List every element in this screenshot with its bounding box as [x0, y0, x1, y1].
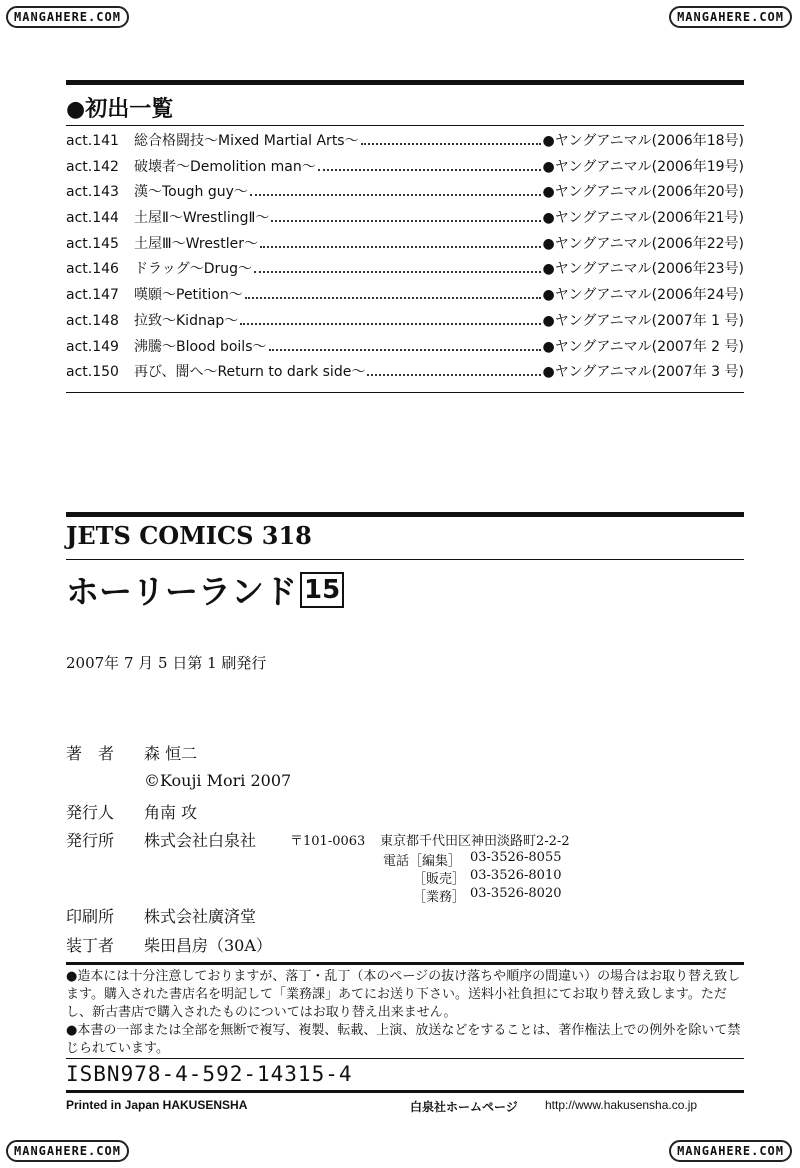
top-rule: [66, 80, 744, 85]
watermark-top-left: MANGAHERE.COM: [6, 6, 129, 28]
notice-block: [66, 968, 746, 1058]
toc-title: 拉致〜Kidnap〜: [134, 312, 239, 329]
toc-pub: ●ヤングアニマル(2006年24号): [542, 287, 744, 304]
series-name: JETS COMICS 318: [66, 521, 312, 550]
toc-act: act.142: [66, 158, 119, 175]
toc-pub: ●ヤングアニマル(2007年 3 号): [542, 364, 744, 381]
toc-pub: ●ヤングアニマル(2007年 2 号): [542, 338, 744, 355]
section-rule: [66, 125, 744, 126]
toc-act: act.148: [66, 312, 119, 329]
toc-row: [66, 130, 744, 156]
toc-title: 土屋Ⅱ〜WrestlingⅡ〜: [134, 210, 270, 227]
toc-title: 再び、闇へ〜Return to dark side〜: [134, 364, 366, 381]
printer-name: 株式会社廣済堂: [144, 907, 257, 926]
section-title: ●初出一覧: [66, 97, 174, 122]
publication-date: 2007年 7 月 5 日第 1 刷発行: [66, 654, 267, 672]
toc-row: [66, 310, 744, 336]
phone-number: 03-3526-8055: [470, 850, 562, 865]
toc-title: 沸騰〜Blood boils〜: [134, 338, 267, 355]
toc-pub: ●ヤングアニマル(2006年23号): [542, 261, 744, 278]
toc-pub: ●ヤングアニマル(2006年22号): [542, 235, 744, 252]
copyright-line: [66, 771, 291, 790]
isbn-top-rule: [66, 1058, 744, 1059]
watermark-bottom-left: MANGAHERE.COM: [6, 1140, 129, 1162]
toc-act: act.141: [66, 133, 119, 149]
book-title-text: ホーリーランド: [66, 572, 297, 611]
toc-row: [66, 233, 744, 259]
toc-leader: [361, 142, 541, 145]
isbn: ISBN978-4-592-14315-4: [66, 1062, 353, 1086]
toc-act: act.144: [66, 210, 119, 227]
toc-title: ドラッグ〜Drug〜: [134, 261, 253, 278]
volume-number: 15: [300, 572, 344, 608]
phone-label: ［販売］: [413, 872, 466, 887]
toc-pub: ●ヤングアニマル(2006年21号): [542, 210, 744, 227]
toc-row: [66, 361, 744, 387]
watermark-bottom-right: MANGAHERE.COM: [669, 1140, 792, 1162]
toc-title: 漢〜Tough guy〜: [134, 184, 248, 201]
toc-title: 嘆願〜Petition〜: [134, 287, 243, 304]
copyright-text: ©Kouji Mori 2007: [144, 771, 292, 790]
toc-act: act.143: [66, 184, 119, 201]
publisher-person-name: 角南 攻: [144, 803, 198, 822]
notice-top-rule: [66, 962, 744, 965]
author-line: [66, 741, 197, 764]
notice-paragraph: ●本書の一部または全部を無断で複写、複製、転載、上演、放送などをすることは、著作権法上での例外を除いて禁じられています。: [66, 1023, 741, 1056]
publisher-name: 株式会社白泉社: [144, 831, 257, 850]
homepage-url[interactable]: http://www.hakusensha.co.jp: [545, 1098, 698, 1112]
phone-number: 03-3526-8010: [470, 868, 562, 883]
binder-label: 装丁者: [66, 936, 115, 955]
author-name: 森 恒二: [144, 744, 198, 763]
toc-bottom-rule: [66, 392, 744, 393]
author-label: 著 者: [66, 744, 115, 763]
toc-pub: ●ヤングアニマル(2006年18号): [542, 133, 744, 149]
toc-pub: ●ヤングアニマル(2006年20号): [542, 184, 744, 201]
toc-leader: [269, 348, 541, 351]
toc-leader: [245, 296, 541, 299]
series-rule: [66, 559, 744, 560]
postal-code: 〒101-0063: [290, 834, 366, 849]
toc-act: act.145: [66, 235, 119, 252]
publisher-person-label: 発行人: [66, 803, 115, 822]
toc-leader: [250, 193, 541, 196]
toc-pub: ●ヤングアニマル(2007年 1 号): [542, 312, 744, 329]
toc-row: [66, 181, 744, 207]
toc-title: 総合格闘技〜Mixed Martial Arts〜: [134, 133, 359, 149]
toc-pub: ●ヤングアニマル(2006年19号): [542, 158, 744, 175]
toc-leader: [240, 322, 540, 325]
address: 東京都千代田区神田淡路町2-2-2: [380, 834, 570, 849]
toc-list: [66, 130, 744, 387]
toc-title: 破壊者〜Demolition man〜: [134, 158, 316, 175]
binder-name: 柴田昌房（30A）: [144, 936, 272, 955]
toc-row: [66, 258, 744, 284]
footer-rule: [66, 1090, 744, 1093]
binder-line: [66, 933, 272, 956]
notice-paragraph: ●造本には十分注意しておりますが、落丁・乱丁（本のページの抜け落ちや順序の間違い）の場合はお取り替え致します。購入された書店名を明記して「業務課」あてにお送り下さい。送料小社負担にてお取り替え致します。ただし、新古書店で購入されたものについてはお取り替え出来ません。: [66, 969, 741, 1020]
publisher-label: 発行所: [66, 831, 115, 850]
toc-act: act.146: [66, 261, 119, 278]
colophon-top-rule: [66, 512, 744, 517]
toc-row: [66, 336, 744, 362]
printed-in: Printed in Japan HAKUSENSHA: [66, 1098, 248, 1112]
printer-label: 印刷所: [66, 907, 115, 926]
toc-act: act.150: [66, 364, 119, 381]
toc-leader: [254, 270, 541, 273]
toc-leader: [367, 373, 540, 376]
toc-act: act.147: [66, 287, 119, 304]
toc-row: [66, 207, 744, 233]
book-title: [66, 566, 344, 613]
publisher-person-line: [66, 800, 197, 823]
toc-title: 土屋Ⅲ〜Wrestler〜: [134, 235, 258, 252]
phone-number: 03-3526-8020: [470, 886, 562, 901]
toc-row: [66, 156, 744, 182]
toc-leader: [318, 168, 541, 171]
phone-label: 電話［編集］: [383, 854, 462, 869]
toc-leader: [271, 219, 540, 222]
printer-line: [66, 904, 256, 927]
watermark-top-right: MANGAHERE.COM: [669, 6, 792, 28]
phone-label: ［業務］: [413, 890, 466, 905]
homepage-label: 白泉社ホームページ: [410, 1100, 518, 1114]
toc-leader: [260, 245, 541, 248]
toc-act: act.149: [66, 338, 119, 355]
toc-row: [66, 284, 744, 310]
publisher-line: [66, 828, 256, 851]
